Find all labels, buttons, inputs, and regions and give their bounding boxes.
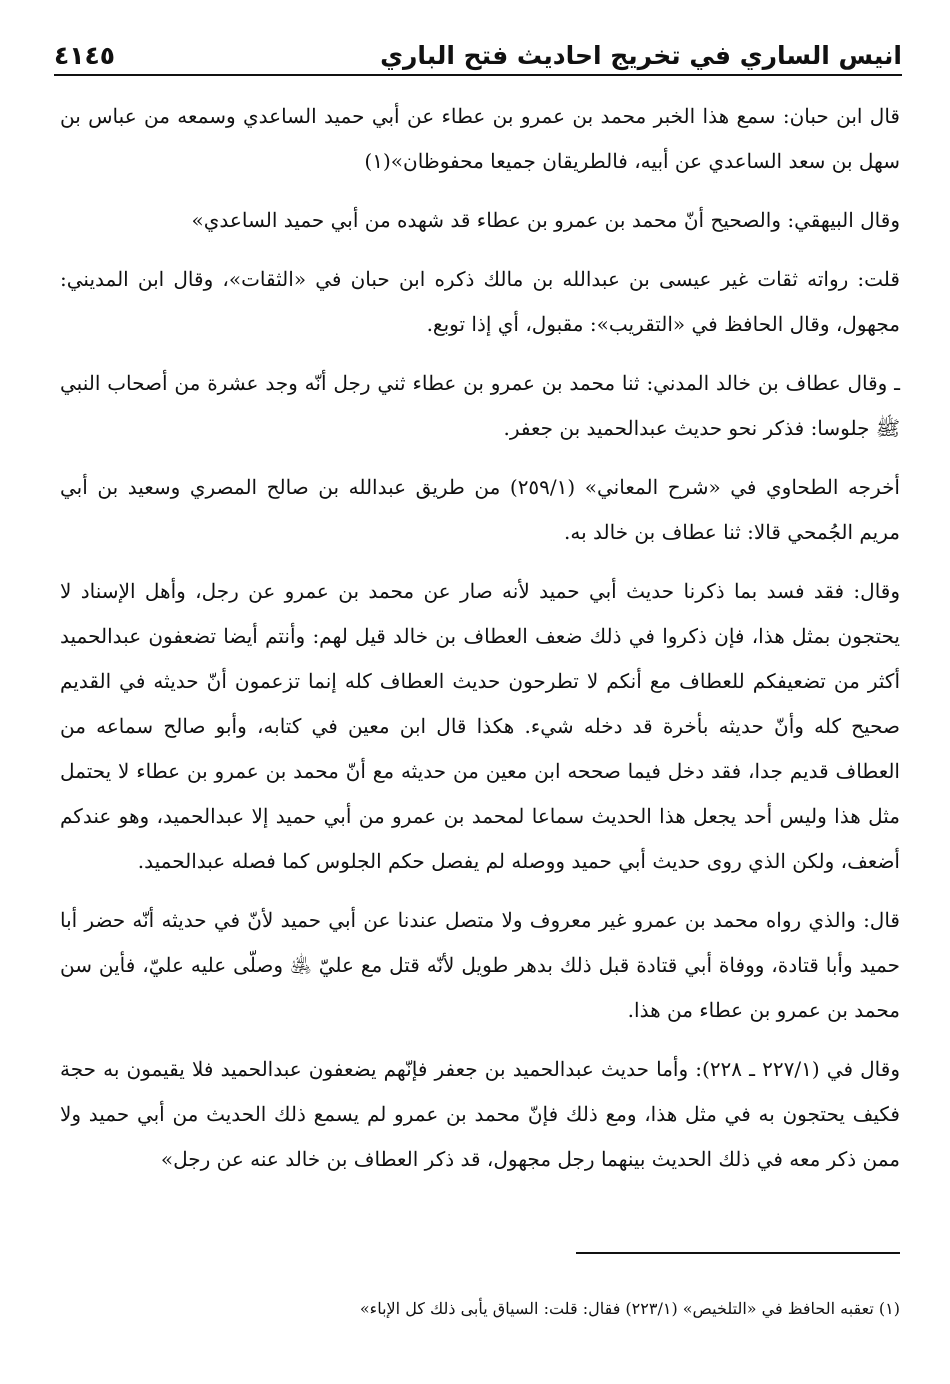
paragraph: وقال: فقد فسد بما ذكرنا حديث أبي حميد لأنه صار عن محمد بن عمرو عن رجل، وأهل الإسناد لا يحتجون بمثل هذا، فإن ذكروا في ذلك ضعف العطاف بن خالد قيل لهم: وأنتم أيضا تضعفون عبدالحميد أكثر من تضعيفكم للعطاف مع أنكم لا تطرحون حديث العطاف كله إنما تزعمون أنّ حديثه في القديم صحيح كله وأنّ حديثه بأخرة قد دخله شيء. هكذا قال ابن معين في كتابه، وأبو صالح سماعه من العطاف قديم جدا، فقد دخل فيما صححه ابن معين من حديثه مع أنّ محمد بن عمرو بن عطاء لا يحتمل مثل هذا وليس أحد يجعل هذا الحديث سماعا لمحمد بن عمرو من أبي حميد إلا عبدالحميد، وهو عندكم أضعف، ولكن الذي روى حديث أبي حميد ووصله لم يفصل حكم الجلوس كما فصله عبدالحميد. bbox=[60, 579, 900, 873]
paragraph: ـ وقال عطاف بن خالد المدني: ثنا محمد بن عمرو بن عطاء ثني رجل أنّه وجد عشرة من أصحاب النبي ﷺ جلوسا: فذكر نحو حديث عبدالحميد بن جعفر. bbox=[60, 371, 900, 440]
running-title: انيس الساري في تخريج احاديث فتح الباري bbox=[380, 41, 902, 70]
footnote-divider bbox=[576, 1252, 900, 1254]
paragraph: قال: والذي رواه محمد بن عمرو غير معروف ولا متصل عندنا عن أبي حميد لأنّ في حديثه أنّه حضر أبا حميد وأبا قتادة، ووفاة أبي قتادة قبل ذلك بدهر طويل لأنّه قتل مع عليّ ﵁ وصلّى عليه عليّ، فأين سن محمد بن عمرو بن عطاء من هذا. bbox=[60, 908, 900, 1022]
paragraph: قال ابن حبان: سمع هذا الخبر محمد بن عمرو بن عطاء عن أبي حميد الساعدي وسمعه من عباس بن سهل بن سعد الساعدي عن أبيه، فالطريقان جميعا محفوظان»(١) bbox=[60, 104, 900, 173]
paragraph: قلت: رواته ثقات غير عيسى بن عبدالله بن مالك ذكره ابن حبان في «الثقات»، وقال ابن المديني: مجهول، وقال الحافظ في «التقريب»: مقبول، أي إذا توبع. bbox=[60, 267, 900, 336]
page-number: ٤١٤٥ bbox=[54, 41, 116, 70]
page-header bbox=[54, 28, 902, 76]
footnote: (١) تعقبه الحافظ في «التلخيص» (٢٢٣/١) فقال: قلت: السياق يأبى ذلك كل الإباء» bbox=[359, 1299, 900, 1318]
main-text bbox=[60, 94, 900, 1196]
paragraph: وقال البيهقي: والصحيح أنّ محمد بن عمرو بن عطاء قد شهده من أبي حميد الساعدي» bbox=[191, 208, 900, 232]
paragraph: وقال في (٢٢٧/١ ـ ٢٢٨): وأما حديث عبدالحميد بن جعفر فإنّهم يضعفون عبدالحميد فلا يقيمون به حجة فكيف يحتجون به في مثل هذا، ومع ذلك فإنّ محمد بن عمرو لم يسمع ذلك الحديث من أبي حميد ولا ممن ذكر معه في ذلك الحديث بينهما رجل مجهول، قد ذكر العطاف بن خالد عنه عن رجل» bbox=[60, 1057, 900, 1171]
paragraph: أخرجه الطحاوي في «شرح المعاني» (٢٥٩/١) من طريق عبدالله بن صالح المصري وسعيد بن أبي مريم الجُمحي قالا: ثنا عطاف بن خالد به. bbox=[60, 475, 900, 544]
